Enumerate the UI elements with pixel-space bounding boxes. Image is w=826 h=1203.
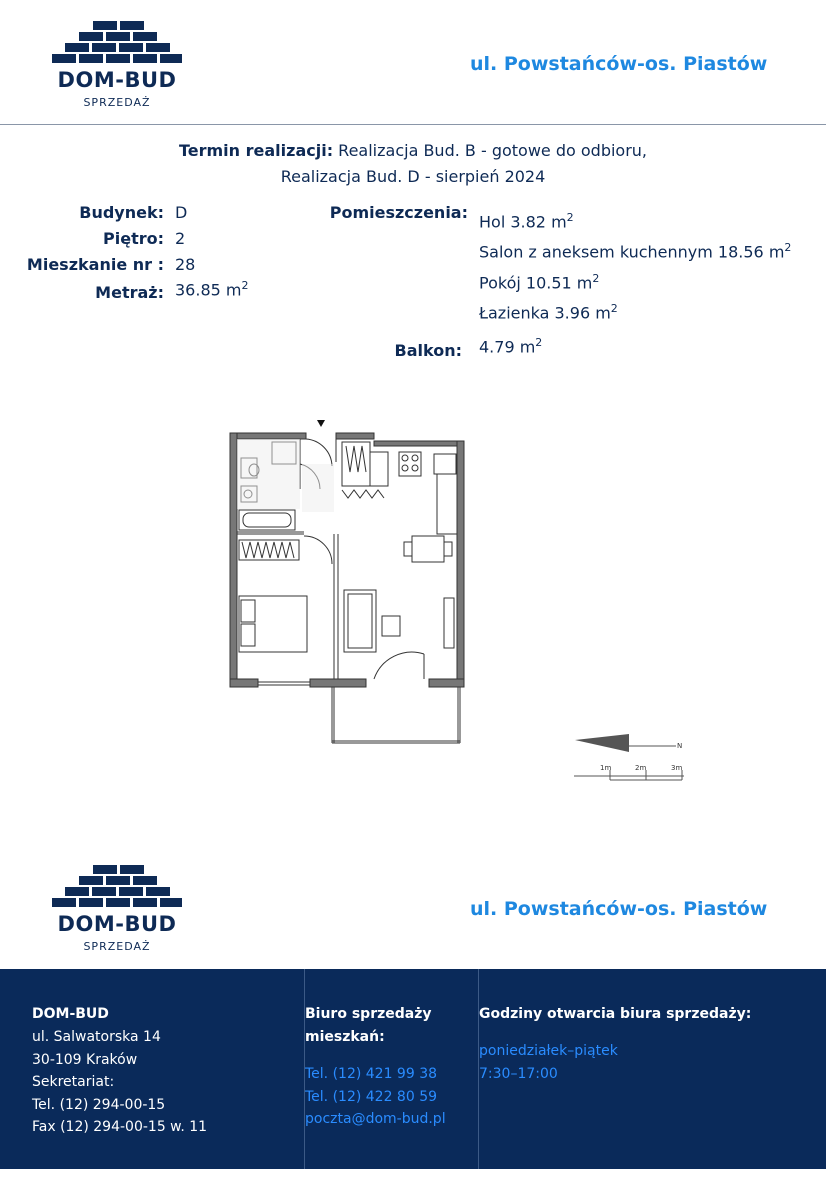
scale-label-1m: 1m — [600, 764, 612, 772]
logo-wordmark: DOM-BUD — [57, 912, 177, 936]
footer-company-line: Sekretariat: — [32, 1074, 115, 1090]
address-heading-bottom: ul. Powstańców-os. Piastów — [470, 898, 768, 920]
footer-company-line: 30-109 Kraków — [32, 1051, 138, 1068]
termin-label: Termin realizacji: — [178, 141, 334, 160]
rooms-list — [479, 211, 792, 326]
footer-hours — [479, 1003, 751, 1203]
detail-label-mieszkanie: Mieszkanie nr : — [26, 255, 164, 274]
north-scale-diagram — [572, 732, 688, 782]
sales-email-link[interactable]: poczta@dom-bud.pl — [305, 1111, 446, 1127]
entrance-arrow-icon — [317, 420, 325, 427]
sales-phone-link[interactable]: Tel. (12) 422 80 59 — [305, 1088, 438, 1105]
sales-office-title: Biuro sprzedaży — [305, 1006, 432, 1022]
detail-value-budynek: D — [175, 203, 188, 222]
detail-label-metraz: Metraż: — [95, 283, 164, 302]
hours-line: 7:30–17:00 — [479, 1065, 558, 1082]
sales-office-title: mieszkań: — [305, 1029, 385, 1045]
detail-label-budynek: Budynek: — [79, 203, 164, 222]
brick-wall-icon — [52, 864, 182, 908]
room-lazienka: Łazienka 3.96 $m^2$ — [479, 301, 618, 323]
rooms-label: Pomieszczenia: — [329, 203, 468, 222]
balkon-value: 4.79 $m^2$ — [479, 336, 543, 357]
detail-value-pietro: 2 — [175, 229, 186, 248]
logo-subtitle: SPRZEDAŻ — [83, 940, 151, 953]
footer-company-name: DOM-BUD — [32, 1006, 109, 1022]
north-label: N — [677, 742, 683, 750]
header-divider — [0, 124, 826, 125]
floor-plan — [224, 414, 474, 746]
hours-title: Godziny otwarcia biura sprzedaży: — [479, 1006, 752, 1022]
detail-value-mieszkanie: 28 — [175, 255, 196, 274]
sales-phone-link[interactable]: Tel. (12) 421 99 38 — [305, 1066, 438, 1082]
north-arrow-icon — [575, 734, 629, 752]
logo-bottom — [52, 864, 182, 953]
footer-company — [32, 1003, 207, 1203]
detail-label-pietro: Piętro: — [103, 229, 164, 248]
footer-company-line: Fax (12) 294-00-15 w. 11 — [32, 1119, 208, 1135]
footer-company-line: Tel. (12) 294-00-15 — [32, 1096, 166, 1113]
termin-line1 — [0, 141, 826, 160]
detail-value-metraz: 36.85 $m^2$ — [175, 279, 249, 300]
footer-company-line: ul. Salwatorska 14 — [32, 1029, 161, 1045]
logo-subtitle: SPRZEDAŻ — [83, 96, 151, 109]
scale-label-2m: 2m — [635, 764, 647, 772]
logo-wordmark: DOM-BUD — [57, 68, 177, 92]
balkon-label: Balkon: — [394, 341, 462, 360]
address-heading-top: ul. Powstańców-os. Piastów — [470, 53, 768, 75]
termin-line2: Realizacja Bud. D - sierpień 2024 — [280, 167, 546, 186]
logo-top — [52, 20, 182, 109]
footer-sales-office — [305, 1003, 446, 1203]
scale-label-3m: 3m — [671, 764, 683, 772]
footer — [0, 969, 826, 1169]
room-pokoj: Pokój 10.51 $m^2$ — [479, 271, 600, 292]
hours-line: poniedziałek–piątek — [479, 1043, 618, 1059]
brick-wall-icon — [52, 20, 182, 64]
termin-text1: Realizacja Bud. B - gotowe do odbioru, — [333, 141, 648, 160]
room-salon: Salon z aneksem kuchennym 18.56 $m^2$ — [479, 241, 792, 262]
room-hol: Hol 3.82 $m^2$ — [479, 211, 574, 232]
